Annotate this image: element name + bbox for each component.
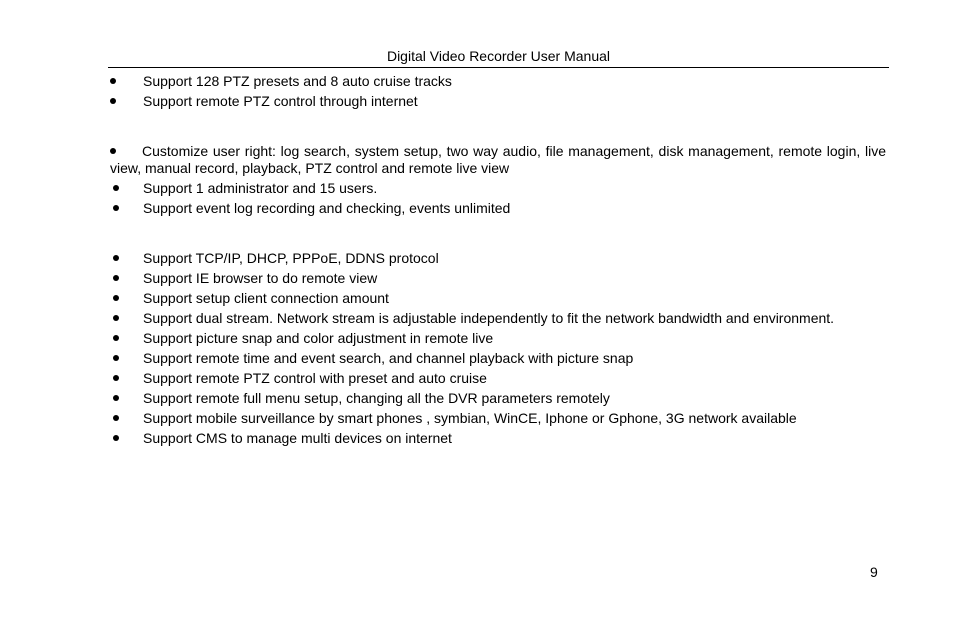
user-right-paragraph bbox=[110, 143, 886, 177]
bullet-icon bbox=[113, 355, 119, 361]
network-list-item: Support IE browser to do remote view bbox=[143, 270, 378, 286]
bullet-icon bbox=[113, 205, 119, 211]
bullet-icon bbox=[113, 335, 119, 341]
ptz-list-item: Support 128 PTZ presets and 8 auto cruise tracks bbox=[143, 73, 452, 89]
bullet-icon bbox=[113, 315, 119, 321]
network-list-item: Support CMS to manage multi devices on internet bbox=[143, 430, 452, 446]
ptz-list-item: Support remote PTZ control through internet bbox=[143, 93, 418, 109]
user-list-item: Support 1 administrator and 15 users. bbox=[143, 180, 378, 196]
bullet-icon bbox=[110, 98, 116, 104]
bullet-icon bbox=[113, 415, 119, 421]
network-list-item: Support remote time and event search, and channel playback with picture snap bbox=[143, 350, 634, 366]
network-list-item: Support mobile surveillance by smart phones , symbian, WinCE, Iphone or Gphone, 3G network available bbox=[143, 410, 797, 426]
network-list-item: Support setup client connection amount bbox=[143, 290, 389, 306]
user-right-text: Customize user right: log search, system setup, two way audio, file management, disk management, remote login, live view, manual record, playback, PTZ control and remote live view bbox=[110, 143, 886, 176]
bullet-icon bbox=[113, 255, 119, 261]
network-list-item: Support picture snap and color adjustment in remote live bbox=[143, 330, 494, 346]
network-list-item: Support dual stream. Network stream is adjustable independently to fit the network bandwidth and environment. bbox=[143, 310, 835, 326]
bullet-icon bbox=[110, 78, 116, 84]
bullet-icon bbox=[113, 375, 119, 381]
bullet-icon bbox=[113, 435, 119, 441]
bullet-icon bbox=[113, 185, 119, 191]
header-divider bbox=[108, 67, 889, 68]
user-list-item: Support event log recording and checking, events unlimited bbox=[143, 200, 511, 216]
page-header-title: Digital Video Recorder User Manual bbox=[386, 48, 611, 64]
network-list-item: Support remote full menu setup, changing all the DVR parameters remotely bbox=[143, 390, 610, 406]
network-list-item: Support remote PTZ control with preset and auto cruise bbox=[143, 370, 487, 386]
bullet-icon bbox=[113, 395, 119, 401]
page-number: 9 bbox=[870, 564, 878, 580]
bullet-icon bbox=[113, 295, 119, 301]
network-list-item: Support TCP/IP, DHCP, PPPoE, DDNS protocol bbox=[143, 250, 439, 266]
bullet-icon bbox=[110, 148, 116, 154]
bullet-icon bbox=[113, 275, 119, 281]
